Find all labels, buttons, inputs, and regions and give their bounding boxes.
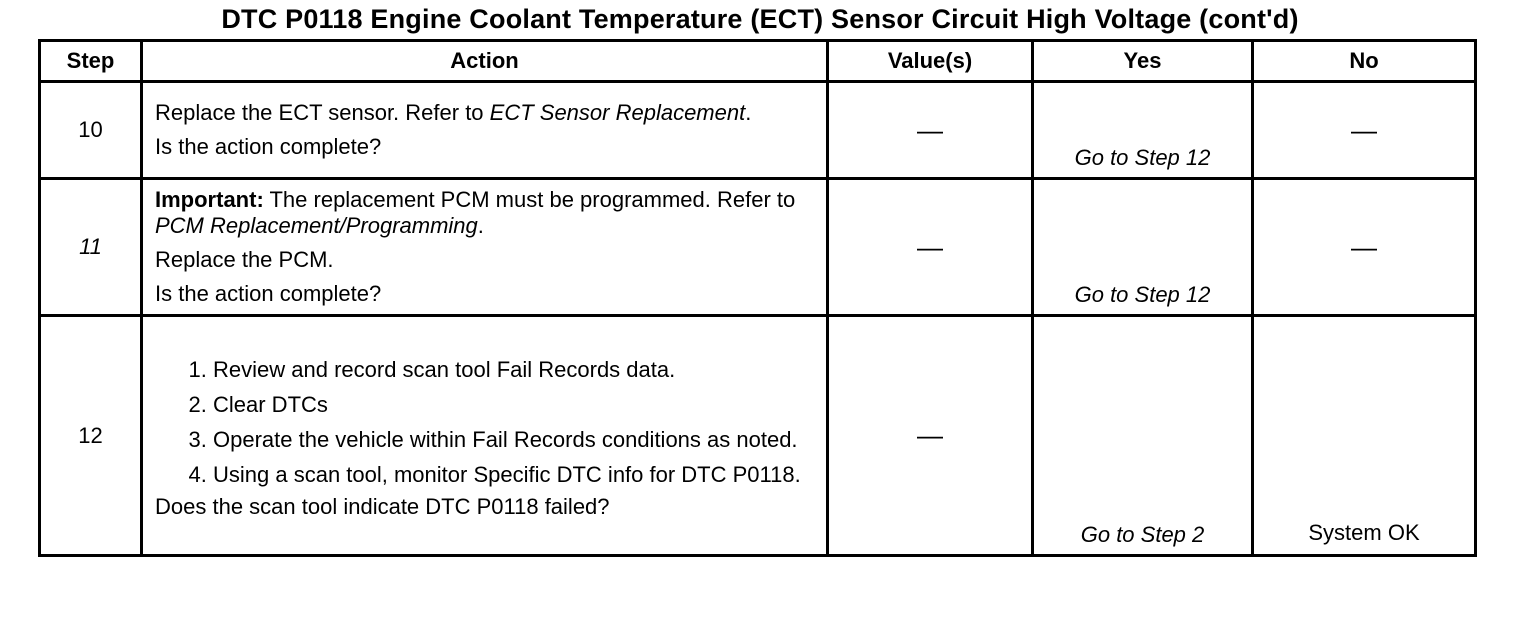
yes-cell: Go to Step 12 [1033, 179, 1253, 316]
procedure-reference: ECT Sensor Replacement [489, 100, 746, 125]
action-question: Does the scan tool indicate DTC P0118 failed? [155, 493, 610, 519]
action-text [155, 100, 814, 126]
action-text-part: . [745, 100, 752, 125]
no-cell: System OK [1253, 316, 1476, 556]
table-row [40, 179, 1476, 316]
column-header-step: Step [40, 41, 142, 82]
value-cell: — [828, 82, 1033, 179]
column-header-yes: Yes [1033, 41, 1253, 82]
list-item: 3. Operate the vehicle within Fail Records conditions as noted. [213, 426, 814, 453]
list-item: 2. Clear DTCs [213, 391, 814, 418]
value-cell: — [828, 316, 1033, 556]
step-number: 11 [40, 179, 142, 316]
action-text-part: Replace the ECT sensor. Refer to [155, 100, 490, 125]
procedure-reference: PCM Replacement/Programming [155, 213, 478, 238]
column-header-no: No [1253, 41, 1476, 82]
no-cell: — [1253, 179, 1476, 316]
step-number: 10 [40, 82, 142, 179]
table-header-row [40, 41, 1476, 82]
step-number: 12 [40, 316, 142, 556]
important-note [155, 187, 814, 239]
yes-cell: Go to Step 12 [1033, 82, 1253, 179]
action-cell [142, 316, 828, 556]
page-title: DTC P0118 Engine Coolant Temperature (ECT) Sensor Circuit High Voltage (cont'd) [221, 4, 1299, 34]
action-question: Is the action complete? [155, 281, 382, 306]
list-item: 4. Using a scan tool, monitor Specific DTC info for DTC P0118. [213, 461, 814, 488]
value-cell: — [828, 179, 1033, 316]
list-item: 1. Review and record scan tool Fail Records data. [213, 356, 814, 383]
action-instruction: Replace the PCM. [155, 247, 334, 272]
important-label: Important: [155, 187, 264, 212]
column-header-action: Action [142, 41, 828, 82]
important-text: The replacement PCM must be programmed. Refer to [263, 187, 796, 212]
column-header-values: Value(s) [828, 41, 1033, 82]
procedure-list [155, 356, 814, 488]
diagnostic-table [38, 39, 1477, 557]
table-row [40, 82, 1476, 179]
important-text: . [477, 213, 484, 238]
no-cell: — [1253, 82, 1476, 179]
action-question: Is the action complete? [155, 134, 382, 159]
table-row [40, 316, 1476, 556]
yes-cell: Go to Step 2 [1033, 316, 1253, 556]
action-cell [142, 179, 828, 316]
action-cell [142, 82, 828, 179]
